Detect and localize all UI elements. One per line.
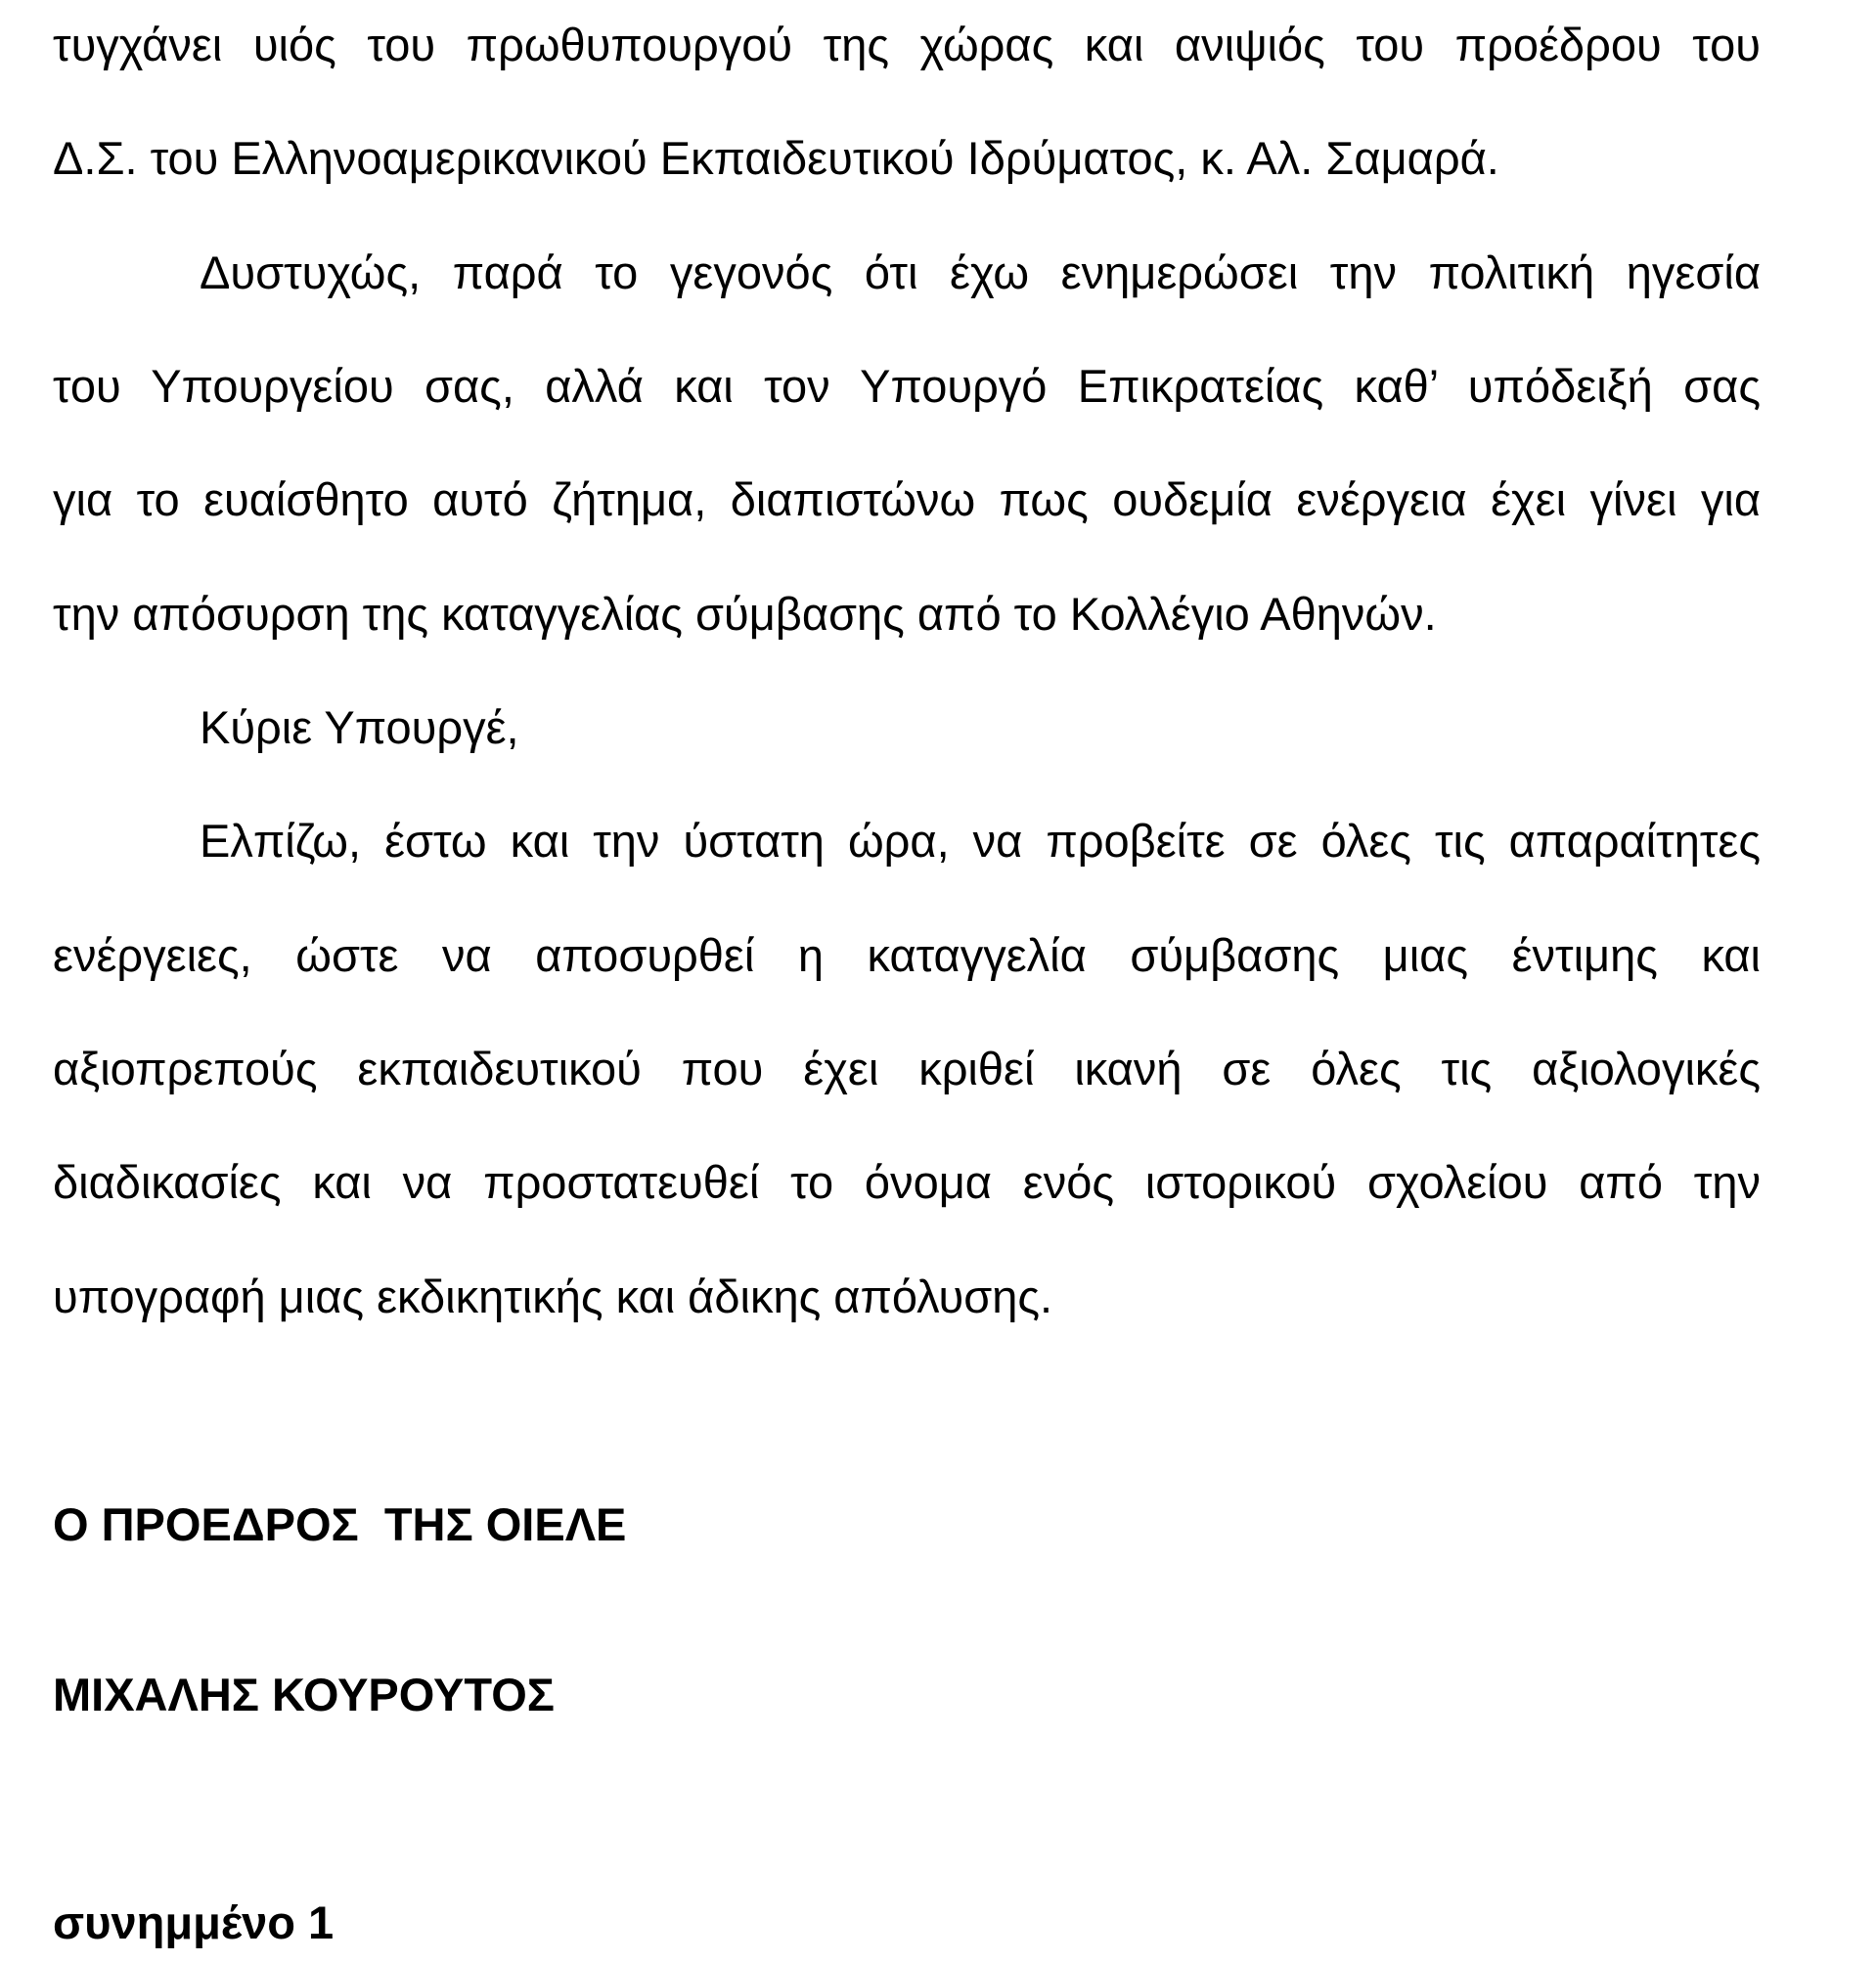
signature-title: Ο ΠΡΟΕΔΡΟΣ ΤΗΣ ΟΙΕΛΕ — [53, 1498, 627, 1550]
paragraph-3-line-1: Ελπίζω, έστω και την ύστατη ώρα, να προβείτε σε όλες τις απαραίτητες — [200, 815, 1761, 867]
paragraph-1-line-2: Δ.Σ. του Ελληνοαμερικανικού Εκπαιδευτικού Ιδρύματος, κ. Αλ. Σαμαρά. — [53, 132, 1499, 184]
attachment-label: συνημμένο 1 — [53, 1896, 335, 1948]
paragraph-2-line-4: την απόσυρση της καταγγελίας σύμβασης από το Κολλέγιο Αθηνών. — [53, 588, 1437, 640]
paragraph-2-line-3: για το ευαίσθητο αυτό ζήτημα, διαπιστώνω πως ουδεμία ενέργεια έχει γίνει για — [53, 473, 1761, 525]
paragraph-1-line-1: τυγχάνει υιός του πρωθυπουργού της χώρας και ανιψιός του προέδρου του — [53, 19, 1761, 70]
paragraph-3-line-4: διαδικασίες και να προστατευθεί το όνομα ενός ιστορικού σχολείου από την — [53, 1156, 1761, 1208]
paragraph-3-line-5: υπογραφή μιας εκδικητικής και άδικης απόλυσης. — [53, 1271, 1053, 1322]
paragraph-2-line-2: του Υπουργείου σας, αλλά και τον Υπουργό Επικρατείας καθ’ υπόδειξή σας — [53, 360, 1761, 412]
signature-name: ΜΙΧΑΛΗΣ ΚΟΥΡΟΥΤΟΣ — [53, 1669, 556, 1720]
paragraph-3-line-2: ενέργειες, ώστε να αποσυρθεί η καταγγελία σύμβασης μιας έντιμης και — [53, 929, 1761, 981]
paragraph-3-line-3: αξιοπρεπούς εκπαιδευτικού που έχει κριθεί ικανή σε όλες τις αξιολογικές — [53, 1043, 1761, 1094]
paragraph-2-line-1: Δυστυχώς, παρά το γεγονός ότι έχω ενημερώσει την πολιτική ηγεσία — [200, 246, 1761, 298]
salutation: Κύριε Υπουργέ, — [200, 701, 519, 753]
